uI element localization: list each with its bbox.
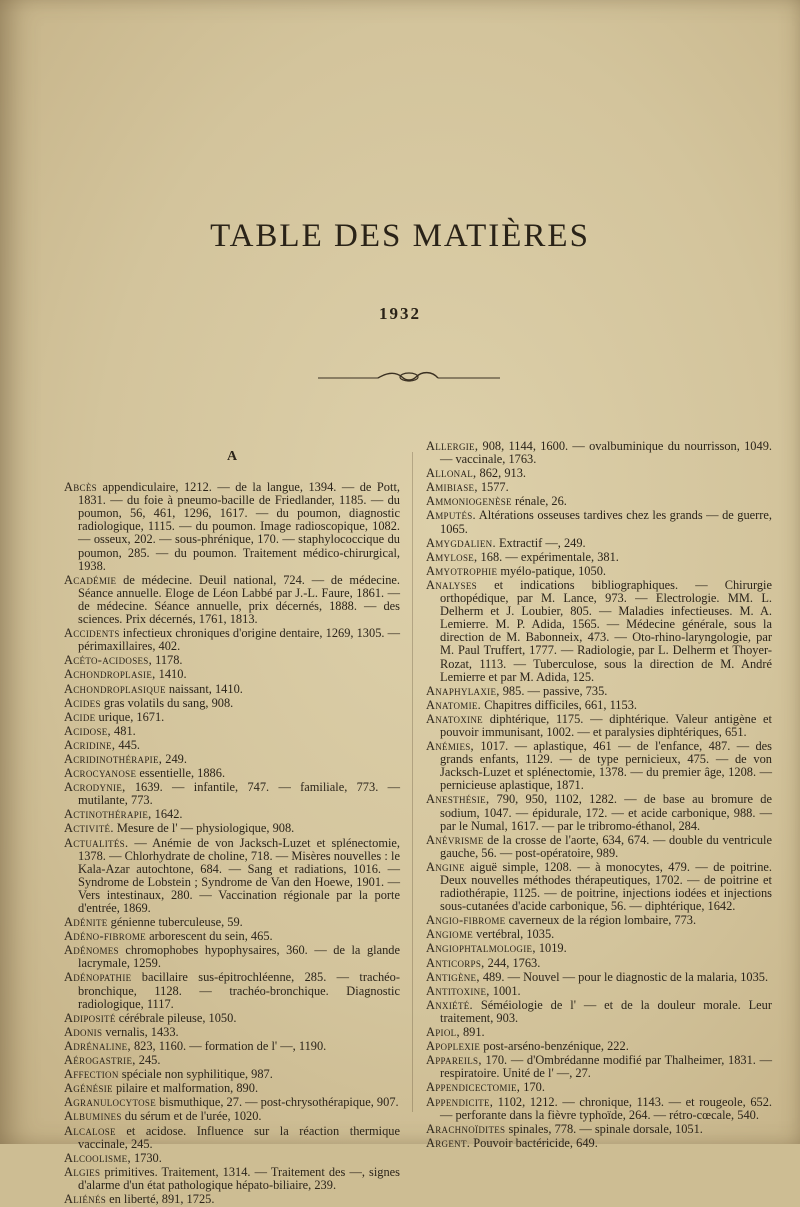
- index-entry: [426, 793, 772, 832]
- index-entry: [426, 740, 772, 792]
- index-references: Mesure de l' — physiologique, 908.: [113, 821, 295, 836]
- index-references: 908, 1144, 1600. — ovalbuminique du nourrisson, 1049. — vaccinale, 1763.: [440, 439, 772, 467]
- index-entry: [64, 711, 400, 724]
- index-term: Acide: [64, 709, 96, 724]
- index-term: Anesthésie,: [426, 792, 490, 807]
- index-term: Angiome: [426, 927, 474, 942]
- index-entry: [64, 574, 400, 626]
- index-entry: [64, 668, 400, 681]
- index-references: cérébrale pileuse, 1050.: [115, 1010, 237, 1025]
- index-entry: [426, 699, 772, 712]
- index-entry: [64, 971, 400, 1010]
- index-references: 823, 1160. — formation de l' —, 1190.: [130, 1038, 327, 1053]
- index-references: de médecine. Deuil national, 724. — de médecine. Séance annuelle. Eloge de Léon Labbé par J.-L. Faure, 1861. — de médecine. Séance annuelle, prix décernés, 1888. — des sciences. Prix décernés, 1761, 1813.: [78, 572, 400, 627]
- index-entry: [426, 467, 772, 480]
- index-term: Adonis: [64, 1024, 103, 1039]
- index-entry: [426, 713, 772, 739]
- index-references: 1642.: [151, 807, 183, 822]
- index-entry: [426, 495, 772, 508]
- index-entry: [426, 537, 772, 550]
- index-references: 790, 950, 1102, 1282. — de base au bromure de sodium, 1047. — épidurale, 172. — et acide carbonique, 988. — par le Numal, 1617. — par le tribromo-éthanol, 284.: [440, 792, 772, 833]
- index-references: 1017. — aplastique, 461 — de l'enfance, 487. — des grands enfants, 1129. — de type pernicieux, 475. — de von Jacksch-Luzet et splénectomie, 1378. — du premier âge, 1208. — pernicieuse aplastique, 1871.: [440, 739, 772, 793]
- index-term: Angiophtalmologie,: [426, 941, 536, 956]
- index-entry: [64, 725, 400, 738]
- index-term: Albumines: [64, 1109, 122, 1124]
- index-references: 1410.: [155, 667, 187, 682]
- index-term: Adiposité: [64, 1010, 116, 1025]
- index-references: vernalis, 1433.: [102, 1024, 179, 1039]
- index-entry: [64, 481, 400, 573]
- index-entry: [64, 654, 400, 667]
- index-term: Allonal,: [426, 466, 477, 481]
- index-entry: [426, 1137, 772, 1150]
- index-term: Anatoxine: [426, 711, 483, 726]
- column-divider: [412, 452, 413, 1112]
- index-references: et indications bibliographiques. — Chirurgie orthopédique, par M. Lance, 973. — Electrologie. MM. L. Delherm et J. Loubier, 805. — Maladies infectieuses. M. A. Lemierre. M. P. Adida, 1565. — Médecine générale, sous la direction de M. Babonneix, 473. — Oto-rhino-laryngologie, par M. Paul Truffert, 1777. — Radiologie, par L. Delherm et Thoyer-Rozat, 1113. — Tuberculose, sous la direction de M. André Lemierre et par M. Adida, 125.: [440, 577, 772, 684]
- index-references: 862, 913.: [476, 466, 526, 481]
- index-term: Accidents: [64, 626, 120, 641]
- index-references: 168. — expérimentale, 381.: [477, 549, 619, 564]
- index-entry-list-left: [64, 481, 400, 1206]
- index-entry: [64, 627, 400, 653]
- index-entry: [64, 837, 400, 916]
- index-references: 1102, 1212. — chronique, 1143. — et rougeole, 652. — perforante dans la fièvre typhoïde, 264. — rétro-cœcale, 540.: [440, 1094, 772, 1122]
- volume-year: 1932: [379, 304, 421, 323]
- index-term: Amylose,: [426, 549, 478, 564]
- index-entry: [426, 481, 772, 494]
- index-term: Affection: [64, 1067, 119, 1082]
- index-references: essentielle, 1886.: [136, 766, 226, 781]
- index-term: Activité.: [64, 821, 114, 836]
- index-entry: [426, 685, 772, 698]
- index-references: primitives. Traitement, 1314. — Traitement des —, signes d'alarme d'un état pathologique hépato-biliaire, 239.: [78, 1164, 400, 1192]
- index-references: 985. — passive, 735.: [499, 683, 608, 698]
- index-references: 1730.: [130, 1150, 162, 1165]
- index-entry: [64, 1012, 400, 1025]
- index-references: de la crosse de l'aorte, 634, 674. — double du ventricule gauche, 56. — post-opératoire, 989.: [440, 832, 772, 860]
- index-entry: [426, 1123, 772, 1136]
- index-term: Adrénaline,: [64, 1038, 131, 1053]
- index-entry: [64, 808, 400, 821]
- index-entry: [64, 781, 400, 807]
- index-entry: [426, 1096, 772, 1122]
- index-term: Anaphylaxie,: [426, 683, 500, 698]
- index-references: Chapitres difficiles, 661, 1153.: [481, 697, 637, 712]
- index-term: Acrocyanose: [64, 766, 137, 781]
- index-term: Abcès: [64, 480, 97, 495]
- index-references: 891.: [459, 1025, 485, 1040]
- index-entry: [426, 1054, 772, 1080]
- index-entry: [64, 944, 400, 970]
- index-term: Amibiase,: [426, 480, 478, 495]
- index-term: Adéno-fibrome: [64, 929, 146, 944]
- index-references: spinales, 778. — spinale dorsale, 1051.: [505, 1121, 703, 1136]
- index-entry: [426, 861, 772, 913]
- index-references: du sérum et de l'urée, 1020.: [121, 1109, 262, 1124]
- index-term: Apoplexie: [426, 1039, 481, 1054]
- section-letter: A: [226, 449, 238, 464]
- index-entry: [426, 999, 772, 1025]
- index-term: Appendicectomie,: [426, 1080, 521, 1095]
- index-references: 170.: [520, 1080, 545, 1095]
- index-entry: [64, 697, 400, 710]
- index-references: spéciale non syphilitique, 987.: [118, 1067, 273, 1082]
- index-references: 170. — d'Ombrédanne modifié par Thalheimer, 1831. — respiratoire. Unité de l' —, 27.: [440, 1053, 772, 1081]
- index-term: Adénite: [64, 915, 108, 930]
- index-entry: [426, 942, 772, 955]
- index-references: bacillaire sus-épitrochléenne, 285. — trachéo-bronchique, 1128. — trachéo-bronchique. Diagnostic radiologique, 1117.: [78, 970, 400, 1011]
- index-entry: [426, 1026, 772, 1039]
- index-term: Agranulocytose: [64, 1095, 156, 1110]
- index-entry: [64, 1152, 400, 1165]
- index-entry: [64, 683, 400, 696]
- index-term: Achondroplasie,: [64, 667, 156, 682]
- index-term: Amputés.: [426, 508, 476, 523]
- index-term: Aérogastrie,: [64, 1053, 136, 1068]
- index-term: Académie: [64, 572, 117, 587]
- index-references: 481.: [110, 723, 136, 738]
- index-references: en liberté, 891, 1725.: [106, 1191, 215, 1206]
- index-term: Anémies,: [426, 739, 474, 754]
- index-references: arborescent du sein, 465.: [145, 929, 273, 944]
- index-term: Acidose,: [64, 723, 111, 738]
- index-references: chromophobes hypophysaires, 360. — de la glande lacrymale, 1259.: [78, 943, 400, 971]
- index-references: Extractif —, 249.: [495, 535, 586, 550]
- index-references: myélo-patique, 1050.: [497, 563, 606, 578]
- index-references: pilaire et malformation, 890.: [112, 1081, 259, 1096]
- index-entry: [64, 1125, 400, 1151]
- index-references: 1019.: [535, 941, 567, 956]
- index-term: Actinothérapie,: [64, 807, 152, 822]
- index-term: Ammoniogenèse: [426, 494, 512, 509]
- index-references: vertébral, 1035.: [473, 927, 555, 942]
- index-column-right: [426, 440, 772, 1151]
- index-column-left: [64, 440, 400, 1207]
- index-references: Séméiologie de l' — et de la douleur morale. Leur traitement, 903.: [440, 997, 772, 1025]
- index-entry: [64, 1040, 400, 1053]
- index-term: Actualités.: [64, 835, 129, 850]
- index-entry: [426, 440, 772, 466]
- index-entry: [426, 1081, 772, 1094]
- index-entry: [64, 739, 400, 752]
- index-entry: [64, 1068, 400, 1081]
- index-term: Alcoolisme,: [64, 1150, 131, 1165]
- index-entry: [426, 1040, 772, 1053]
- index-term: Acides: [64, 695, 101, 710]
- index-term: Angio-fibrome: [426, 913, 506, 928]
- index-term: Adénopathie: [64, 970, 132, 985]
- index-entry: [426, 971, 772, 984]
- index-references: diphtérique, 1175. — diphtérique. Valeur antigène et pouvoir immunisant, 1002. — et paralysies diphtériques, 651.: [440, 711, 772, 739]
- index-term: Acrodynie,: [64, 780, 126, 795]
- index-entry: [426, 928, 772, 941]
- index-references: urique, 1671.: [95, 709, 165, 724]
- index-entry: [64, 1026, 400, 1039]
- index-references: — Anémie de von Jacksch-Luzet et splénectomie, 1378. — Chlorhydrate de choline, 718. — Misères nouvelles : le Kala-Azar autochtone, 684. — Sang et radiations, 1016. — Syndrome de Lobstein ; Syndrome de Van den Hoewe, 1901. — Vers intestinaux, 280. — Vaccination régionale par la porte d'entrée, 1869.: [78, 835, 400, 915]
- index-references: 1001.: [489, 983, 521, 998]
- index-references: infectieux chroniques d'origine dentaire, 1269, 1305. — périmaxillaires, 402.: [78, 626, 400, 654]
- index-term: Anxiété.: [426, 997, 473, 1012]
- index-references: Pouvoir bactéricide, 649.: [470, 1135, 598, 1150]
- index-term: Apiol,: [426, 1025, 460, 1040]
- index-term: Amyotrophie: [426, 563, 498, 578]
- index-term: Adénomes: [64, 943, 119, 958]
- index-entry: [426, 509, 772, 535]
- index-term: Anticorps,: [426, 955, 485, 970]
- index-entry: [64, 822, 400, 835]
- index-references: 489. — Nouvel — pour le diagnostic de la malaria, 1035.: [479, 969, 769, 984]
- index-references: 249.: [162, 751, 187, 766]
- index-references: Altérations osseuses tardives chez les grands — de guerre, 1065.: [440, 508, 772, 536]
- index-references: 1178.: [152, 653, 183, 668]
- index-term: Antitoxine,: [426, 983, 490, 998]
- index-entry: [64, 1166, 400, 1192]
- index-entry: [64, 1110, 400, 1123]
- index-term: Amygdalien.: [426, 535, 496, 550]
- index-references: post-arséno-benzénique, 222.: [480, 1039, 629, 1054]
- index-term: Appendicite,: [426, 1094, 494, 1109]
- index-entry: [64, 1096, 400, 1109]
- index-entry: [64, 930, 400, 943]
- index-term: Alcalose: [64, 1123, 116, 1138]
- index-term: Acéto-acidoses,: [64, 653, 153, 668]
- index-term: Anévrisme: [426, 832, 484, 847]
- index-term: Allergie,: [426, 439, 479, 453]
- index-references: appendiculaire, 1212. — de la langue, 1394. — de Pott, 1831. — du foie à pneumo-bacille de Friedlander, 1185. — du poumon, 56, 461, 1296, 1617. — du poumon, diagnostic radiologique, 1115. — du poumon. Image radioscopique, 1082. — osseux, 202. — sous-phrénique, 170. — staphylococcique du poumon, 285. — du poumon. Traitement médico-chirurgical, 1938.: [78, 480, 400, 573]
- index-term: Analyses: [426, 577, 477, 592]
- index-references: 244, 1763.: [484, 955, 541, 970]
- index-term: Acridinothérapie,: [64, 751, 163, 766]
- index-term: Aliénés: [64, 1191, 107, 1206]
- index-term: Argent.: [426, 1135, 471, 1150]
- index-entry: [64, 1193, 400, 1206]
- decorative-ornament: [318, 368, 500, 386]
- index-references: naissant, 1410.: [165, 681, 243, 696]
- index-references: gras volatils du sang, 908.: [100, 695, 234, 710]
- index-references: caverneux de la région lombaire, 773.: [505, 913, 697, 928]
- index-references: rénale, 26.: [511, 494, 567, 509]
- index-entry-list-right: [426, 440, 772, 1150]
- index-entry: [426, 551, 772, 564]
- index-entry: [64, 916, 400, 929]
- index-term: Appareils,: [426, 1053, 482, 1068]
- index-entry: [426, 834, 772, 860]
- index-references: et acidose. Influence sur la réaction thermique vaccinale, 245.: [78, 1123, 400, 1151]
- index-entry: [426, 579, 772, 684]
- index-term: Antigène,: [426, 969, 480, 984]
- index-references: 1577.: [477, 480, 509, 495]
- index-term: Angine: [426, 859, 465, 874]
- index-references: 245.: [135, 1053, 161, 1068]
- index-entry: [426, 914, 772, 927]
- index-entry: [64, 753, 400, 766]
- index-term: Algies: [64, 1164, 101, 1179]
- index-entry: [64, 767, 400, 780]
- index-term: Agénésie: [64, 1081, 113, 1096]
- index-entry: [426, 957, 772, 970]
- index-entry: [426, 985, 772, 998]
- index-references: 445.: [115, 737, 141, 752]
- page-title: TABLE DES MATIÈRES: [210, 218, 590, 254]
- index-references: 1639. — infantile, 747. — familiale, 773. — mutilante, 773.: [78, 780, 400, 808]
- index-entry: [64, 1054, 400, 1067]
- index-term: Achondroplasique: [64, 681, 166, 696]
- index-term: Anatomie.: [426, 697, 482, 712]
- index-entry: [426, 565, 772, 578]
- index-term: Acridine,: [64, 737, 116, 752]
- index-entry: [64, 1082, 400, 1095]
- index-references: bismuthique, 27. — post-chrysothérapique, 907.: [156, 1095, 399, 1110]
- index-references: génienne tuberculeuse, 59.: [107, 915, 243, 930]
- index-term: Arachnoïdites: [426, 1121, 506, 1136]
- index-references: aiguë simple, 1208. — à monocytes, 479. — de poitrine. Deux nouvelles méthodes thérapeutiques, 1702. — de poitrine et radiothérapie, 1125. — de poitrine, injections iodées et injections sous-cutanées d'acide carbonique, 56. — diphtérique, 1642.: [440, 859, 772, 914]
